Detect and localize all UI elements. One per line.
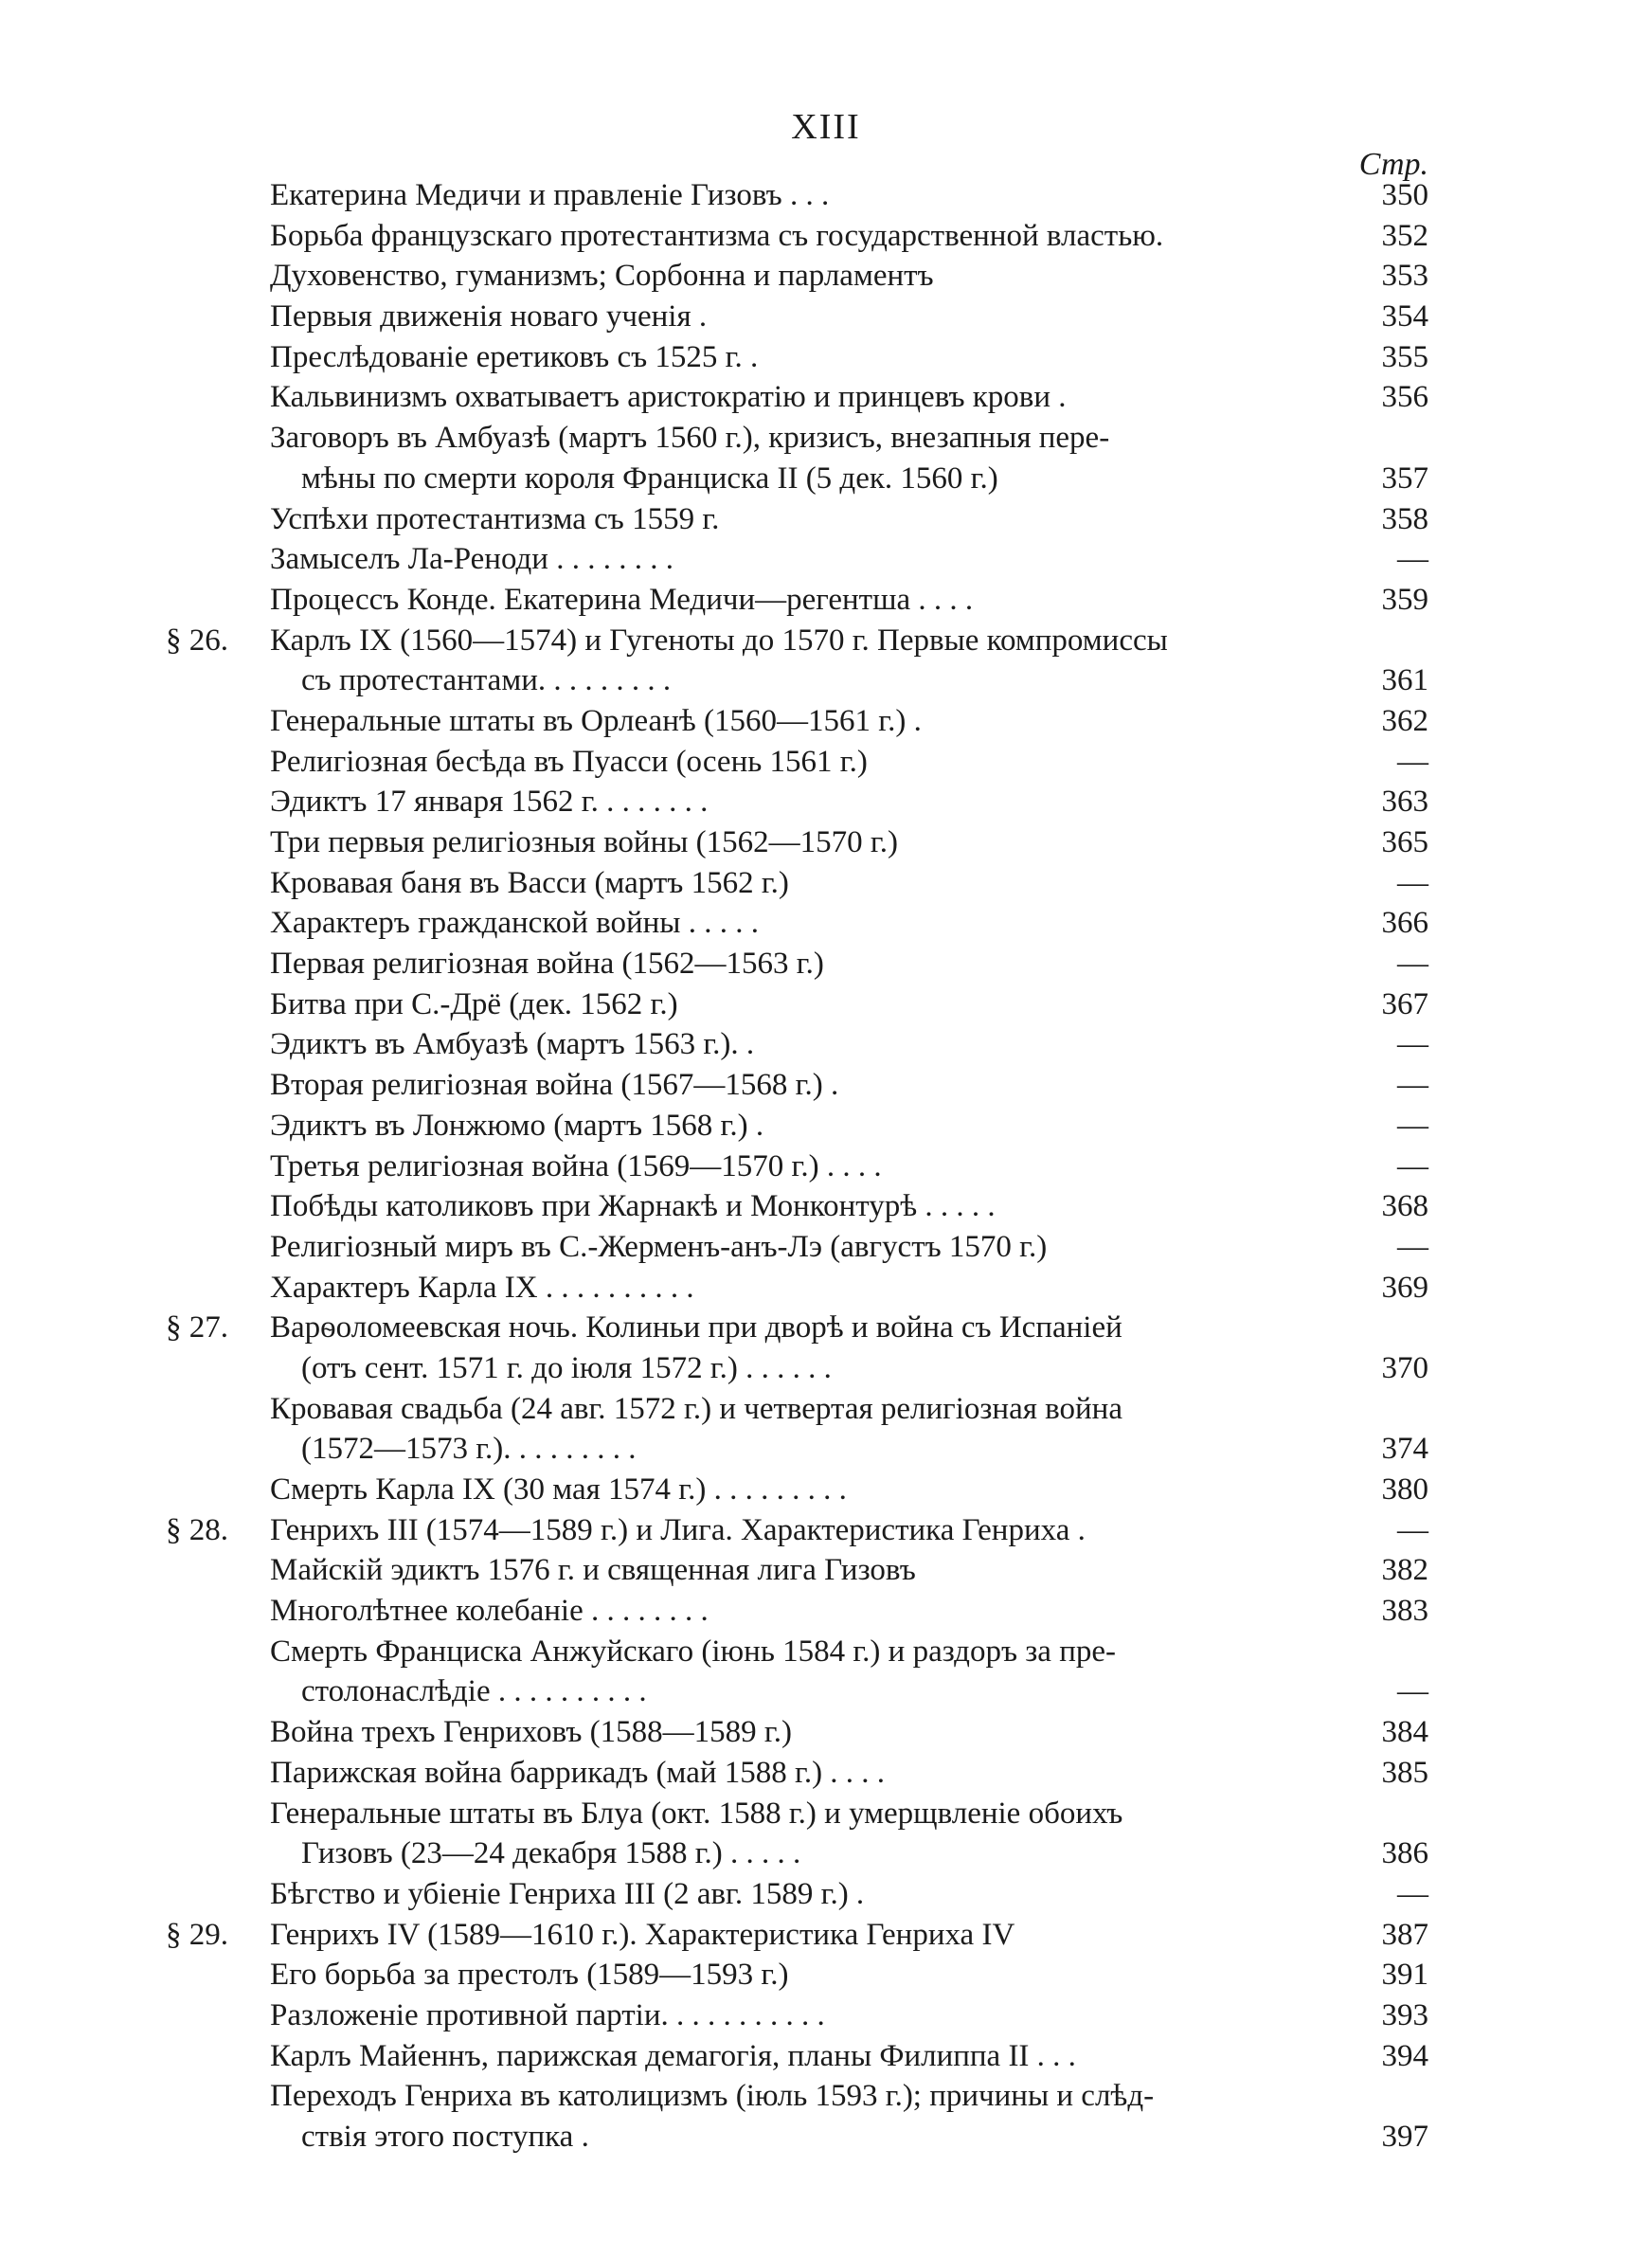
page-number: — (1397, 744, 1428, 779)
toc-entry (0, 944, 1652, 984)
entry-title: Кальвинизмъ охватываетъ аристократію и принцевъ крови . (270, 380, 1067, 415)
page-number: 365 (1381, 825, 1428, 859)
toc-entry (0, 1995, 1652, 2036)
toc-entry (0, 2076, 1652, 2117)
page-number: 386 (1381, 1836, 1428, 1871)
entry-title: Преслѣдованіе еретиковъ съ 1525 г. . (270, 339, 759, 374)
entry-title: Первая религіозная война (1562—1563 г.) (270, 947, 824, 982)
page-number: 362 (1381, 703, 1428, 738)
toc-entry (0, 1753, 1652, 1794)
toc-entry (0, 1106, 1652, 1147)
toc-entry (0, 1389, 1652, 1430)
toc-entry (0, 1308, 1652, 1348)
entry-title: Майскій эдиктъ 1576 г. и священная лига Гизовъ (270, 1553, 916, 1588)
toc-entry (0, 1429, 1652, 1470)
page-number: 357 (1381, 460, 1428, 496)
page-number: — (1397, 1108, 1428, 1143)
page-number: — (1397, 947, 1428, 982)
page-number: 383 (1381, 1594, 1428, 1629)
page-number: 391 (1381, 1958, 1428, 1993)
entry-title: Генрихъ III (1574—1589 г.) и Лига. Характеристика Генриха . (270, 1512, 1086, 1547)
section-number: § 27. (166, 1310, 228, 1345)
entry-title: Его борьба за престолъ (1589—1593 г.) (270, 1958, 789, 1993)
section-number: § 29. (166, 1917, 228, 1952)
entry-title: Переходъ Генриха въ католицизмъ (іюль 1593 г.); причины и слѣд- (270, 2079, 1155, 2114)
toc-entry (0, 1510, 1652, 1551)
toc-entry (0, 580, 1652, 621)
entry-title: Процессъ Конде. Екатерина Медичи—регентша . . . . (270, 582, 974, 617)
entry-title: Эдиктъ въ Лонжюмо (мартъ 1568 г.) . (270, 1108, 764, 1143)
entry-title: Эдиктъ въ Амбуазѣ (мартъ 1563 г.). . (270, 1027, 755, 1062)
entry-title: Кровавая баня въ Васси (мартъ 1562 г.) (270, 865, 789, 900)
toc-entry (0, 621, 1652, 661)
toc-entry (0, 297, 1652, 337)
toc-entry (0, 903, 1652, 944)
page-number: 355 (1381, 339, 1428, 374)
entry-title: (1572—1573 г.). . . . . . . . . (301, 1432, 637, 1467)
entry-title: Бѣгство и убіеніе Генриха III (2 авг. 1589 г.) . (270, 1876, 865, 1911)
entry-title: Смерть Франциска Анжуйскаго (іюнь 1584 г.) и раздоръ за пре- (270, 1634, 1116, 1669)
toc-entry (0, 539, 1652, 580)
toc-entry (0, 459, 1652, 499)
toc-entry (0, 1024, 1652, 1065)
toc-entry (0, 175, 1652, 216)
page-number: 380 (1381, 1472, 1428, 1507)
entry-title: Вторая религіозная война (1567—1568 г.) . (270, 1068, 839, 1103)
entry-title: Первыя движенія новаго ученія . (270, 299, 708, 334)
toc-entry (0, 418, 1652, 459)
toc-entry (0, 822, 1652, 863)
page-number: 368 (1381, 1189, 1428, 1224)
entry-title: Парижская война баррикадъ (май 1588 г.) . . . . (270, 1755, 886, 1790)
entry-title: Третья религіозная война (1569—1570 г.) . . . . (270, 1148, 882, 1183)
entry-title: Религіозный миръ въ С.-Жерменъ-анъ-Лэ (августъ 1570 г.) (270, 1229, 1048, 1264)
toc-entry (0, 660, 1652, 701)
toc-entry (0, 1915, 1652, 1956)
entry-title: ствія этого поступка . (301, 2120, 589, 2154)
page-number: — (1397, 1027, 1428, 1062)
page-number: 352 (1381, 218, 1428, 253)
page-number: — (1397, 1148, 1428, 1183)
entry-title: Характеръ гражданской войны . . . . . (270, 906, 759, 941)
entry-title: (отъ сент. 1571 г. до іюля 1572 г.) . . . . . . (301, 1350, 832, 1385)
toc-entry (0, 1794, 1652, 1834)
entry-title: Замыселъ Ла-Реноди . . . . . . . . (270, 542, 673, 577)
toc-entry (0, 984, 1652, 1025)
page-number: 359 (1381, 582, 1428, 617)
toc-entry (0, 1955, 1652, 1995)
entry-title: Многолѣтнее колебаніе . . . . . . . . (270, 1594, 709, 1629)
entry-title: Карлъ Майеннъ, парижская демагогія, планы Филиппа II . . . (270, 2038, 1076, 2073)
entry-title: Три первыя религіозныя войны (1562—1570 г.) (270, 825, 898, 859)
entry-title: Борьба французскаго протестантизма съ государственной властью. (270, 218, 1164, 253)
page-folio: XIII (791, 107, 861, 147)
toc-entry (0, 1874, 1652, 1915)
toc-entry (0, 1712, 1652, 1753)
toc-entry (0, 1348, 1652, 1389)
page-number: 353 (1381, 259, 1428, 294)
entry-title: Эдиктъ 17 января 1562 г. . . . . . . . (270, 785, 709, 820)
toc-entry (0, 863, 1652, 904)
toc-entry (0, 2117, 1652, 2158)
section-number: § 28. (166, 1512, 228, 1547)
entry-title: Смерть Карла IX (30 мая 1574 г.) . . . . . . . . . (270, 1472, 847, 1507)
table-of-contents (0, 175, 1652, 2158)
toc-entry (0, 216, 1652, 257)
toc-entry (0, 1268, 1652, 1309)
page-number: 370 (1381, 1350, 1428, 1385)
entry-title: Война трехъ Генриховъ (1588—1589 г.) (270, 1715, 792, 1750)
toc-entry (0, 1147, 1652, 1187)
entry-title: Духовенство, гуманизмъ; Сорбонна и парламентъ (270, 259, 934, 294)
toc-entry (0, 1671, 1652, 1712)
entry-title: мѣны по смерти короля Франциска II (5 дек. 1560 г.) (301, 460, 998, 496)
entry-title: Успѣхи протестантизма съ 1559 г. (270, 501, 720, 536)
toc-entry (0, 1833, 1652, 1874)
toc-entry (0, 1591, 1652, 1632)
toc-entry (0, 1632, 1652, 1672)
page-number: 382 (1381, 1553, 1428, 1588)
page-number: 385 (1381, 1755, 1428, 1790)
entry-title: Екатерина Медичи и правленіе Гизовъ . . . (270, 178, 830, 212)
page-number: — (1397, 1229, 1428, 1264)
entry-title: Разложеніе противной партіи. . . . . . . . . . . (270, 1997, 825, 2032)
page-number: — (1397, 1674, 1428, 1709)
page-number: 366 (1381, 906, 1428, 941)
entry-title: Битва при С.-Дрё (дек. 1562 г.) (270, 986, 678, 1021)
toc-entry (0, 1227, 1652, 1268)
entry-title: Генеральные штаты въ Блуа (окт. 1588 г.) и умерщвленіе обоихъ (270, 1796, 1123, 1831)
page-number: 393 (1381, 1997, 1428, 2032)
toc-entry (0, 499, 1652, 540)
page-number: 384 (1381, 1715, 1428, 1750)
toc-entry (0, 1065, 1652, 1106)
entry-title: съ протестантами. . . . . . . . . (301, 663, 672, 698)
page-number: — (1397, 865, 1428, 900)
entry-title: Кровавая свадьба (24 авг. 1572 г.) и четвертая религіозная война (270, 1391, 1122, 1426)
toc-entry (0, 377, 1652, 418)
page-number: 369 (1381, 1270, 1428, 1305)
page-number: 367 (1381, 986, 1428, 1021)
section-number: § 26. (166, 623, 228, 658)
entry-title: Побѣды католиковъ при Жарнакѣ и Монконтурѣ . . . . . (270, 1189, 996, 1224)
page-number: 356 (1381, 380, 1428, 415)
page-number: 394 (1381, 2038, 1428, 2073)
page-number: — (1397, 1876, 1428, 1911)
page-number: 374 (1381, 1432, 1428, 1467)
entry-title: Характеръ Карла IX . . . . . . . . . . (270, 1270, 694, 1305)
page-number: 363 (1381, 785, 1428, 820)
entry-title: Заговоръ въ Амбуазѣ (мартъ 1560 г.), кризисъ, внезапныя пере- (270, 421, 1110, 456)
page-number: — (1397, 1512, 1428, 1547)
toc-entry (0, 742, 1652, 783)
page-number: 354 (1381, 299, 1428, 334)
entry-title: Религіозная бесѣда въ Пуасси (осень 1561 г.) (270, 744, 868, 779)
page-column-header: Стр. (1358, 147, 1428, 182)
entry-title: Карлъ IX (1560—1574) и Гугеноты до 1570 г. Первые компромиссы (270, 623, 1168, 658)
toc-entry (0, 256, 1652, 297)
entry-title: Генеральные штаты въ Орлеанѣ (1560—1561 г.) . (270, 703, 922, 738)
page-number: — (1397, 542, 1428, 577)
page-number: 387 (1381, 1917, 1428, 1952)
entry-title: Генрихъ IV (1589—1610 г.). Характеристика Генриха IV (270, 1917, 1015, 1952)
page-number: 397 (1381, 2120, 1428, 2154)
toc-entry (0, 1186, 1652, 1227)
toc-entry (0, 782, 1652, 822)
page-number: — (1397, 1068, 1428, 1103)
toc-entry (0, 701, 1652, 742)
page-number: 358 (1381, 501, 1428, 536)
toc-entry (0, 1470, 1652, 1510)
toc-entry (0, 337, 1652, 378)
entry-title: Варѳоломеевская ночь. Колиньи при дворѣ и война съ Испаніей (270, 1310, 1122, 1345)
page-number: 350 (1381, 178, 1428, 212)
toc-entry (0, 1550, 1652, 1591)
toc-entry (0, 2036, 1652, 2077)
page-number: 361 (1381, 663, 1428, 698)
entry-title: столонаслѣдіе . . . . . . . . . . (301, 1674, 647, 1709)
entry-title: Гизовъ (23—24 декабря 1588 г.) . . . . . (301, 1836, 801, 1871)
